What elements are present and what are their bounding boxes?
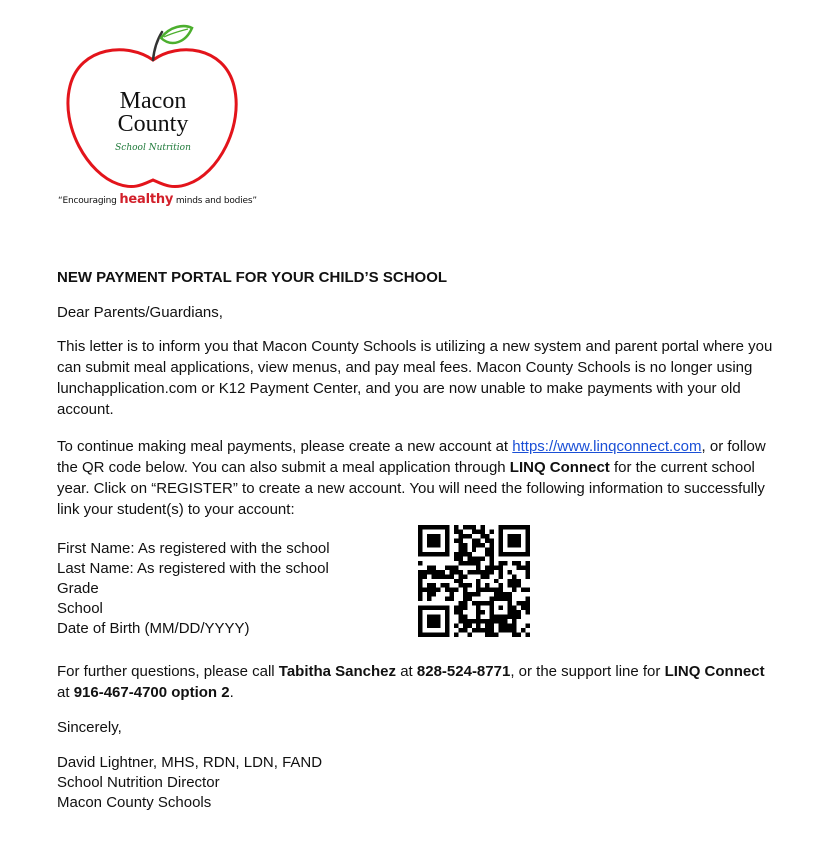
field-last-name: Last Name: As registered with the school xyxy=(57,560,329,577)
support-linq-connect: LINQ Connect xyxy=(664,663,765,680)
p2-text-3: for the current school year. Click on “REGISTER” to create a new account. You will need the following information to successfully link your student(s) to your account: xyxy=(57,459,765,518)
signature-title: School Nutrition Director xyxy=(57,774,220,791)
qr-code-icon[interactable] xyxy=(418,525,530,637)
paragraph-contact xyxy=(57,661,777,703)
p3-text-4: at xyxy=(57,684,74,701)
closing: Sincerely, xyxy=(57,719,122,736)
p2-text-1: To continue making meal payments, please create a new account at xyxy=(57,438,513,455)
field-grade: Grade xyxy=(57,580,99,597)
paragraph-intro: This letter is to inform you that Macon County Schools is utilizing a new system and parent portal where you can submit meal applications, view menus, and pay meal fees. Macon County Schools is no longer using lunchapplication.com or K12 Payment Center, and you are now unable to make payments with your old account. xyxy=(57,338,773,418)
tagline-end: minds and bodies” xyxy=(173,196,257,206)
greeting: Dear Parents/Guardians, xyxy=(57,304,223,321)
signature-name: David Lightner, MHS, RDN, LDN, FAND xyxy=(57,754,323,771)
p2-linq-connect: LINQ Connect xyxy=(509,459,610,476)
p3-text-5: . xyxy=(229,684,234,701)
p3-text-1: For further questions, please call xyxy=(57,663,279,680)
logo-tagline xyxy=(58,192,258,207)
field-date-of-birth: Date of Birth (MM/DD/YYYY) xyxy=(57,620,250,637)
field-school: School xyxy=(57,600,103,617)
signature-org: Macon County Schools xyxy=(57,794,212,811)
logo-subtitle: School Nutrition xyxy=(115,143,191,153)
field-first-name: First Name: As registered with the school xyxy=(57,540,330,557)
logo-title-line1: Macon xyxy=(119,88,187,114)
macon-county-logo xyxy=(58,24,248,214)
linqconnect-link[interactable]: https://www.linqconnect.com xyxy=(512,438,702,455)
tagline-healthy: healthy xyxy=(119,192,174,207)
p3-text-3: , or the support line for xyxy=(510,663,665,680)
support-phone: 916-467-4700 option 2 xyxy=(73,684,230,701)
contact-name: Tabitha Sanchez xyxy=(278,663,397,680)
signature-block xyxy=(57,752,397,812)
paragraph-instructions xyxy=(57,436,777,520)
tagline-start: “Encouraging xyxy=(58,196,120,206)
required-fields-list xyxy=(57,538,377,638)
p2-text-2: , or follow the QR code below. You can also submit a meal application through xyxy=(57,438,766,476)
p3-text-2: at xyxy=(396,663,417,680)
logo-title-line2: County xyxy=(117,111,189,137)
contact-phone: 828-524-8771 xyxy=(416,663,511,680)
letter-heading: NEW PAYMENT PORTAL FOR YOUR CHILD’S SCHOOL xyxy=(57,269,448,286)
logo-title xyxy=(98,90,208,136)
